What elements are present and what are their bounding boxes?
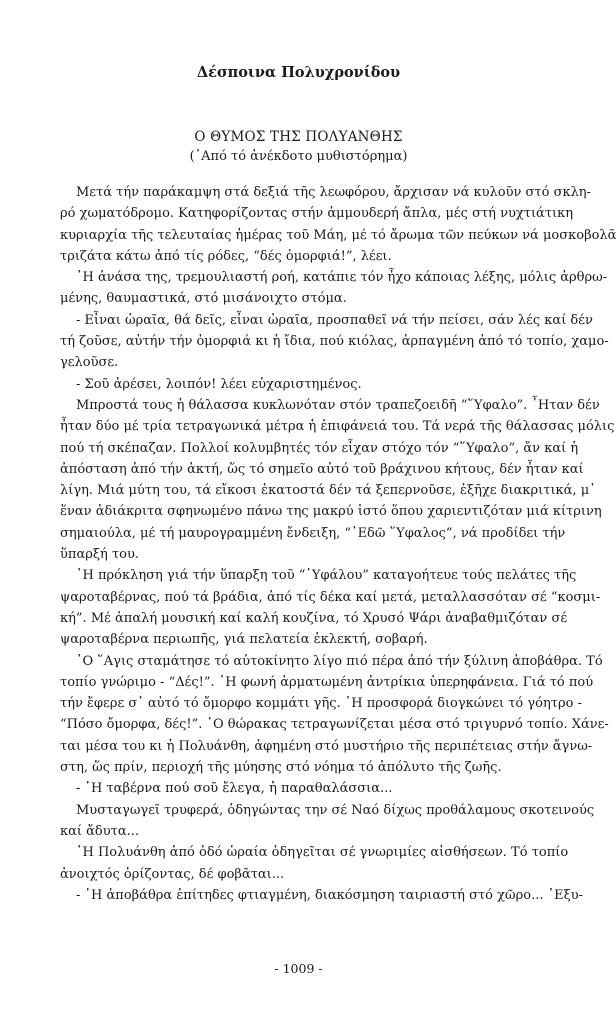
story-title: Ο ΘΥΜΟΣ ΤΗΣ ΠΟΛΥΑΝΘΗΣ [194,129,403,145]
text-line: - ῾Η ταβέρνα πού σοῦ ἔλεγα, ἡ παραθαλάσσια... [76,781,393,797]
text-line: Μετά τήν παράκαμψη στά δεξιά τῆς λεωφόρου, ἄρχισαν νά κυλοῦν στό σκλη- [76,185,591,200]
text-line: γελοῦσε. [60,355,119,371]
text-line: Μπροστά τους ἡ θάλασσα κυκλωνόταν στόν τραπεζοειδῆ “῞Υφαλο”. ῏Ηταν δέν [76,397,600,413]
text-line: τοπίο γνώριμο - “Δές!”. ῾Η φωνή ἁρματωμένη ἀντρίκια ὑπερηφάνεια. Γιά τό πού [60,674,594,690]
body-text [60,182,616,906]
text-line: ψαροταβέρνα περιωπῆς, γιά πελατεία ἐκλεκτή, σοβαρή. [60,632,428,648]
text-line: ῾Η ἀνάσα της, τρεμουλιαστή ροή, κατάπιε τόν ἦχο κάποιας λέξης, μόλις ἀρθρω- [76,270,608,286]
page-number: - 1009 - [274,961,323,976]
text-line: πού τή σκέπαζαν. Πολλοί κολυμβητές τόν εἶχαν στόχο τόν “῞Υφαλο”, ἄν καί ἡ [60,440,579,456]
text-line: ἀνοιχτός ὁρίζοντας, δέ φοβᾶται... [60,866,285,882]
text-line: ὕπαρξή του. [60,547,140,563]
text-line: καί ἄδυτα... [60,823,140,839]
story-subtitle: (᾿Από τό ἀνέκδοτο μυθιστόρημα) [189,149,408,164]
text-line: ψαροταβέρνας, πού τά βράδια, ἀπό τίς δέκα καί μετά, μεταλλασσόταν σέ “κοσμι- [60,589,601,605]
text-line: τή ζοῦσε, αὐτήν τήν ὀμορφιά κι ἡ ἴδια, πού κιόλας, ἁρπαγμένη ἀπό τό τοπίο, χαμο- [60,334,609,350]
text-line: τριζάτα κάτω ἀπό τίς ρόδες, “δές ὀμορφιά!”, λέει. [60,248,392,264]
text-line: ῾Η Πολυάνθη ἀπό ὁδό ὡραία ὁδηγεῖται σέ γνωριμίες αἰσθήσεων. Τό τοπίο [76,845,569,861]
text-line: “Πόσο ὄμορφα, δές!”. ῾Ο θώρακας τετραγωνίζεται μέσα στό τριγυρνό τοπίο. Χάνε- [60,717,609,733]
text-line: - Σοῦ ἀρέσει, λοιπόν! λέει εὐχαριστημένος. [76,376,362,392]
text-line: ῾Ο ῞Αγις σταμάτησε τό αὐτοκίνητο λίγο πιό πέρα ἀπό τήν ξύλινη ἀποβάθρα. Τό [76,653,603,669]
text-line: ρό χωματόδρομο. Κατηφορίζοντας στήν ἀμμουδερή ἄπλα, μές στή νυχτιάτικη [60,206,574,222]
text-line: ἦταν δύο μέ τρία τετραγωνικά μέτρα ἡ ἐπιφάνειά του. Τά νερά τῆς θάλασσας μόλις [60,419,615,435]
text-line: - ῾Η ἀποβάθρα ἐπίτηδες φτιαγμένη, διακόσμηση ταιριαστή στό χῶρο... ᾿Εξυ- [76,887,584,903]
text-line: μένης, θαυμαστικά, στό μισάνοιχτο στόμα. [60,291,347,307]
text-line: ῾Η πρόκληση γιά τήν ὕπαρξη τοῦ “῾Υφάλου” καταγοήτευε τούς πελάτες τῆς [76,568,577,584]
text-line: - Εἶναι ὡραῖα, θά δεῖς, εἶναι ὡραῖα, προσπαθεῖ νά τήν πείσει, σάν λές καί δέν [76,312,593,328]
text-line: ἕναν ἀδιάκριτα σφηνωμένο πάνω της μακρύ ἱστό ὅπου χαριεντιζόταν μιά κίτρινη [60,504,602,520]
text-line: ἀπόσταση ἀπό τήν ἀκτή, ὥς τό σημεῖο αὐτό τοῦ βράχινου κήτους, δέν ἦταν καί [60,461,584,477]
text-line: σημαιούλα, μέ τή μαυρογραμμένη ἔνδειξη, “᾿Εδῶ ῞Υφαλος”, νά προδίδει τήν [60,525,566,541]
text-line: ται μέσα του κι ἡ Πολυάνθη, ἀφημένη στό μυστήριο τῆς περιπέτειας στήν ἄγνω- [60,738,593,754]
author-name: Δέσποινα Πολυχρονίδου [196,64,401,81]
text-line: στη, ὥς πρίν, περιοχή τῆς μύησης στό νόημα τό ἀπόλυτο τῆς ζωῆς. [60,760,502,776]
text-line: τήν ἔφερε σ᾿ αὐτό τό ὄμορφο κομμάτι γῆς. ῾Η προσφορά διογκώνει τό γόητρο - [60,696,582,712]
text-line: κή”. Μέ ἁπαλή μουσική καί καλή κουζίνα, τό Χρυσό Ψάρι ἀναβαθμιζόταν σέ [60,610,568,626]
text-line: λίγη. Μιά μύτη του, τά εἴκοσι ἑκατοστά δέν τά ξεπερνοῦσε, ἐξῆχε διακριτικά, μ᾿ [60,483,596,499]
text-line: Μυσταγωγεῖ τρυφερά, ὁδηγώντας την σέ Ναό δίχως προθάλαμους σκοτεινούς [76,802,595,818]
text-line: κυριαρχία τῆς τελευταίας ἡμέρας τοῦ Μάη, μέ τό ἄρωμα τῶν πεύκων νά μοσκοβολᾶ [60,227,616,243]
